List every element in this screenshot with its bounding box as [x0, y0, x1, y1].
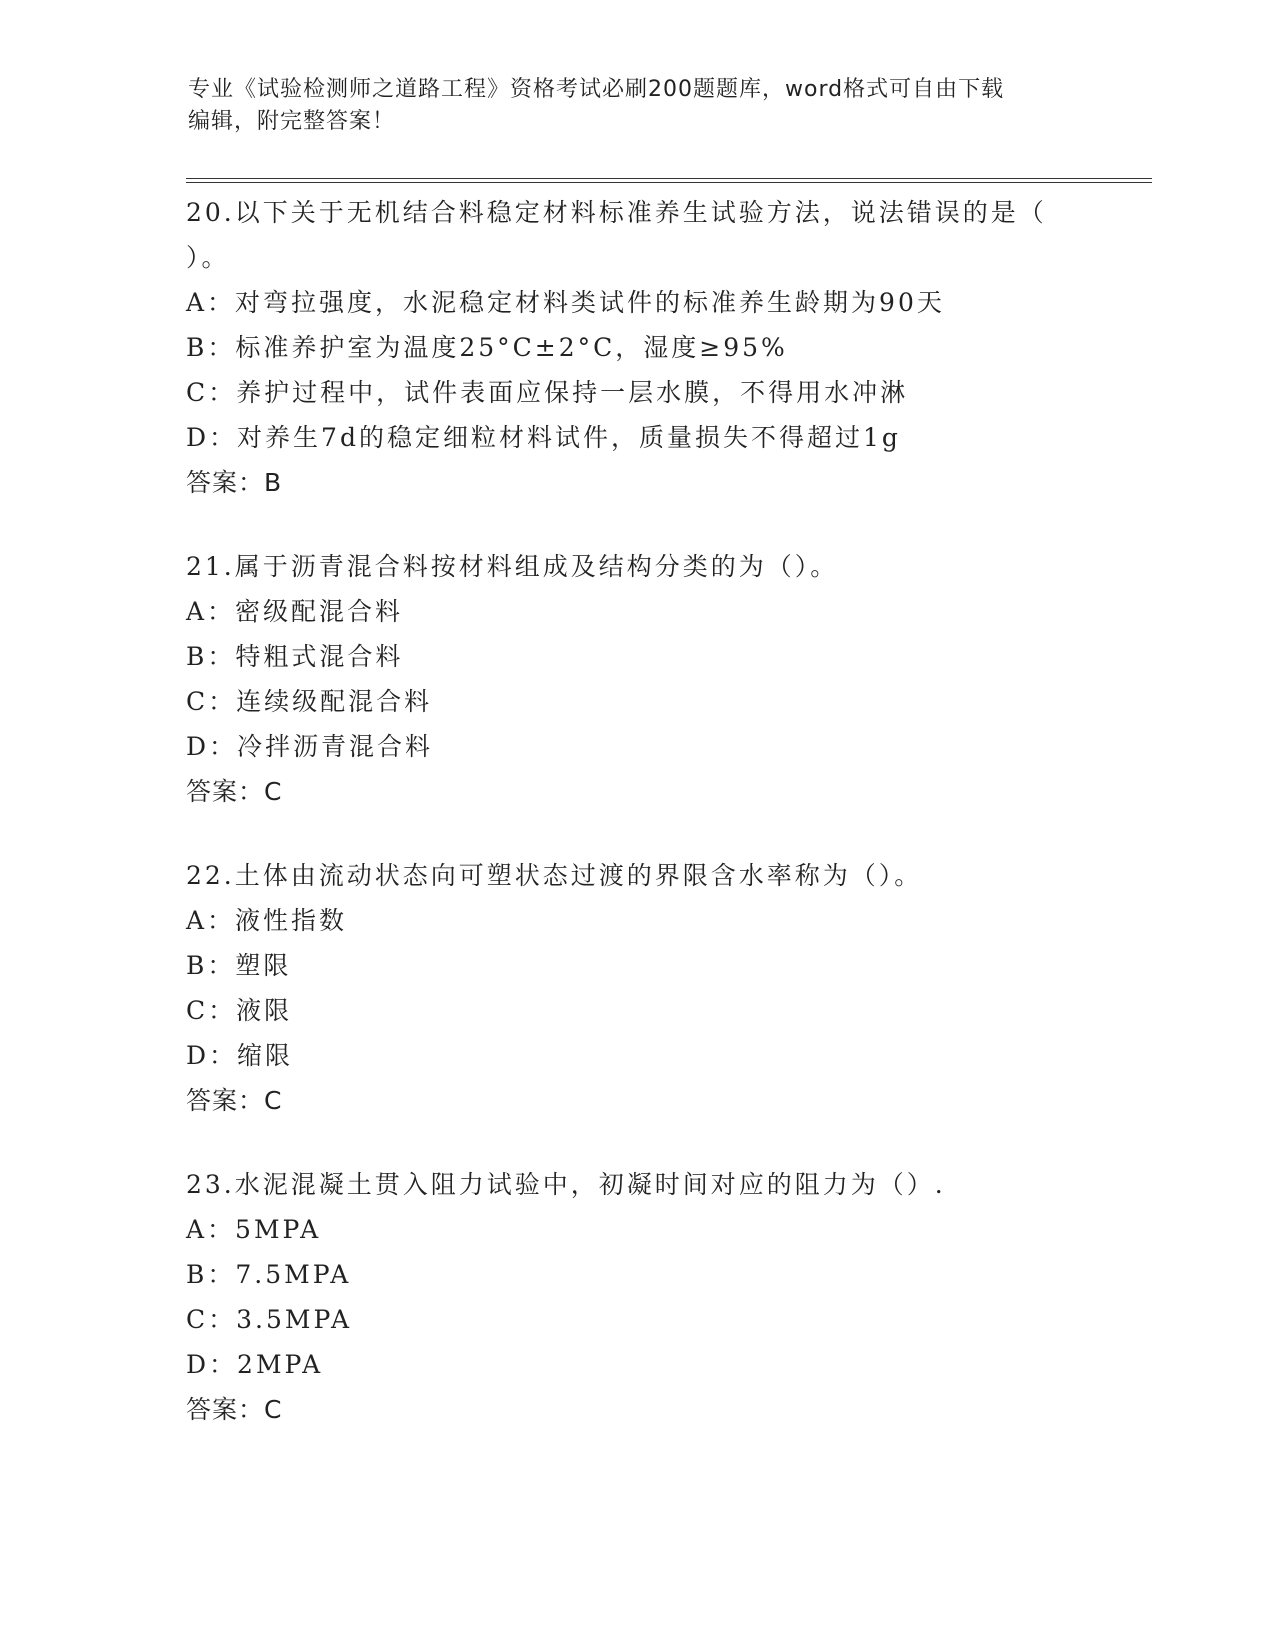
option-b: B：特粗式混合料 — [186, 642, 404, 671]
option-d: D：缩限 — [186, 1041, 294, 1070]
question-stem: 20.以下关于无机结合料稳定材料标准养生试验方法，说法错误的是（ — [186, 198, 1047, 227]
answer-label: 答案：B — [186, 468, 283, 497]
header-title-line1: 专业《试验检测师之道路工程》资格考试必刷200题题库，word格式可自由下载 — [188, 77, 1005, 102]
header-divider-bottom — [186, 182, 1152, 183]
option-a: A：液性指数 — [186, 906, 348, 935]
question-20 — [186, 190, 1086, 505]
option-c: C：3.5MPA — [186, 1305, 353, 1334]
question-stem: 21.属于沥青混合料按材料组成及结构分类的为（）。 — [186, 552, 839, 581]
question-21 — [186, 544, 1086, 814]
option-c: C：液限 — [186, 996, 293, 1025]
question-stem: 23.水泥混凝土贯入阻力试验中，初凝时间对应的阻力为（）. — [186, 1170, 946, 1199]
option-d: D：冷拌沥青混合料 — [186, 732, 434, 761]
header-divider-top — [186, 178, 1152, 179]
question-22 — [186, 853, 1086, 1123]
option-a: A：密级配混合料 — [186, 597, 404, 626]
answer-label: 答案：C — [186, 1086, 283, 1115]
answer-label: 答案：C — [186, 777, 283, 806]
option-b: B：标准养护室为温度25°C±2°C，湿度≥95% — [186, 333, 788, 362]
question-list — [186, 190, 1086, 1471]
answer-label: 答案：C — [186, 1395, 283, 1424]
option-d: D：2MPA — [186, 1350, 324, 1379]
option-a: A：对弯拉强度，水泥稳定材料类试件的标准养生龄期为90天 — [186, 288, 945, 317]
option-d: D：对养生7d的稳定细粒材料试件，质量损失不得超过1g — [186, 423, 901, 452]
header-title-line2: 编辑，附完整答案！ — [188, 109, 396, 134]
option-b: B：塑限 — [186, 951, 292, 980]
option-b: B：7.5MPA — [186, 1260, 352, 1289]
option-a: A：5MPA — [186, 1215, 322, 1244]
question-stem-continued: ）。 — [186, 243, 230, 272]
document-header — [188, 74, 1088, 138]
option-c: C：养护过程中，试件表面应保持一层水膜，不得用水冲淋 — [186, 378, 909, 407]
option-c: C：连续级配混合料 — [186, 687, 433, 716]
question-23 — [186, 1162, 1086, 1432]
question-stem: 22.土体由流动状态向可塑状态过渡的界限含水率称为（）。 — [186, 861, 923, 890]
